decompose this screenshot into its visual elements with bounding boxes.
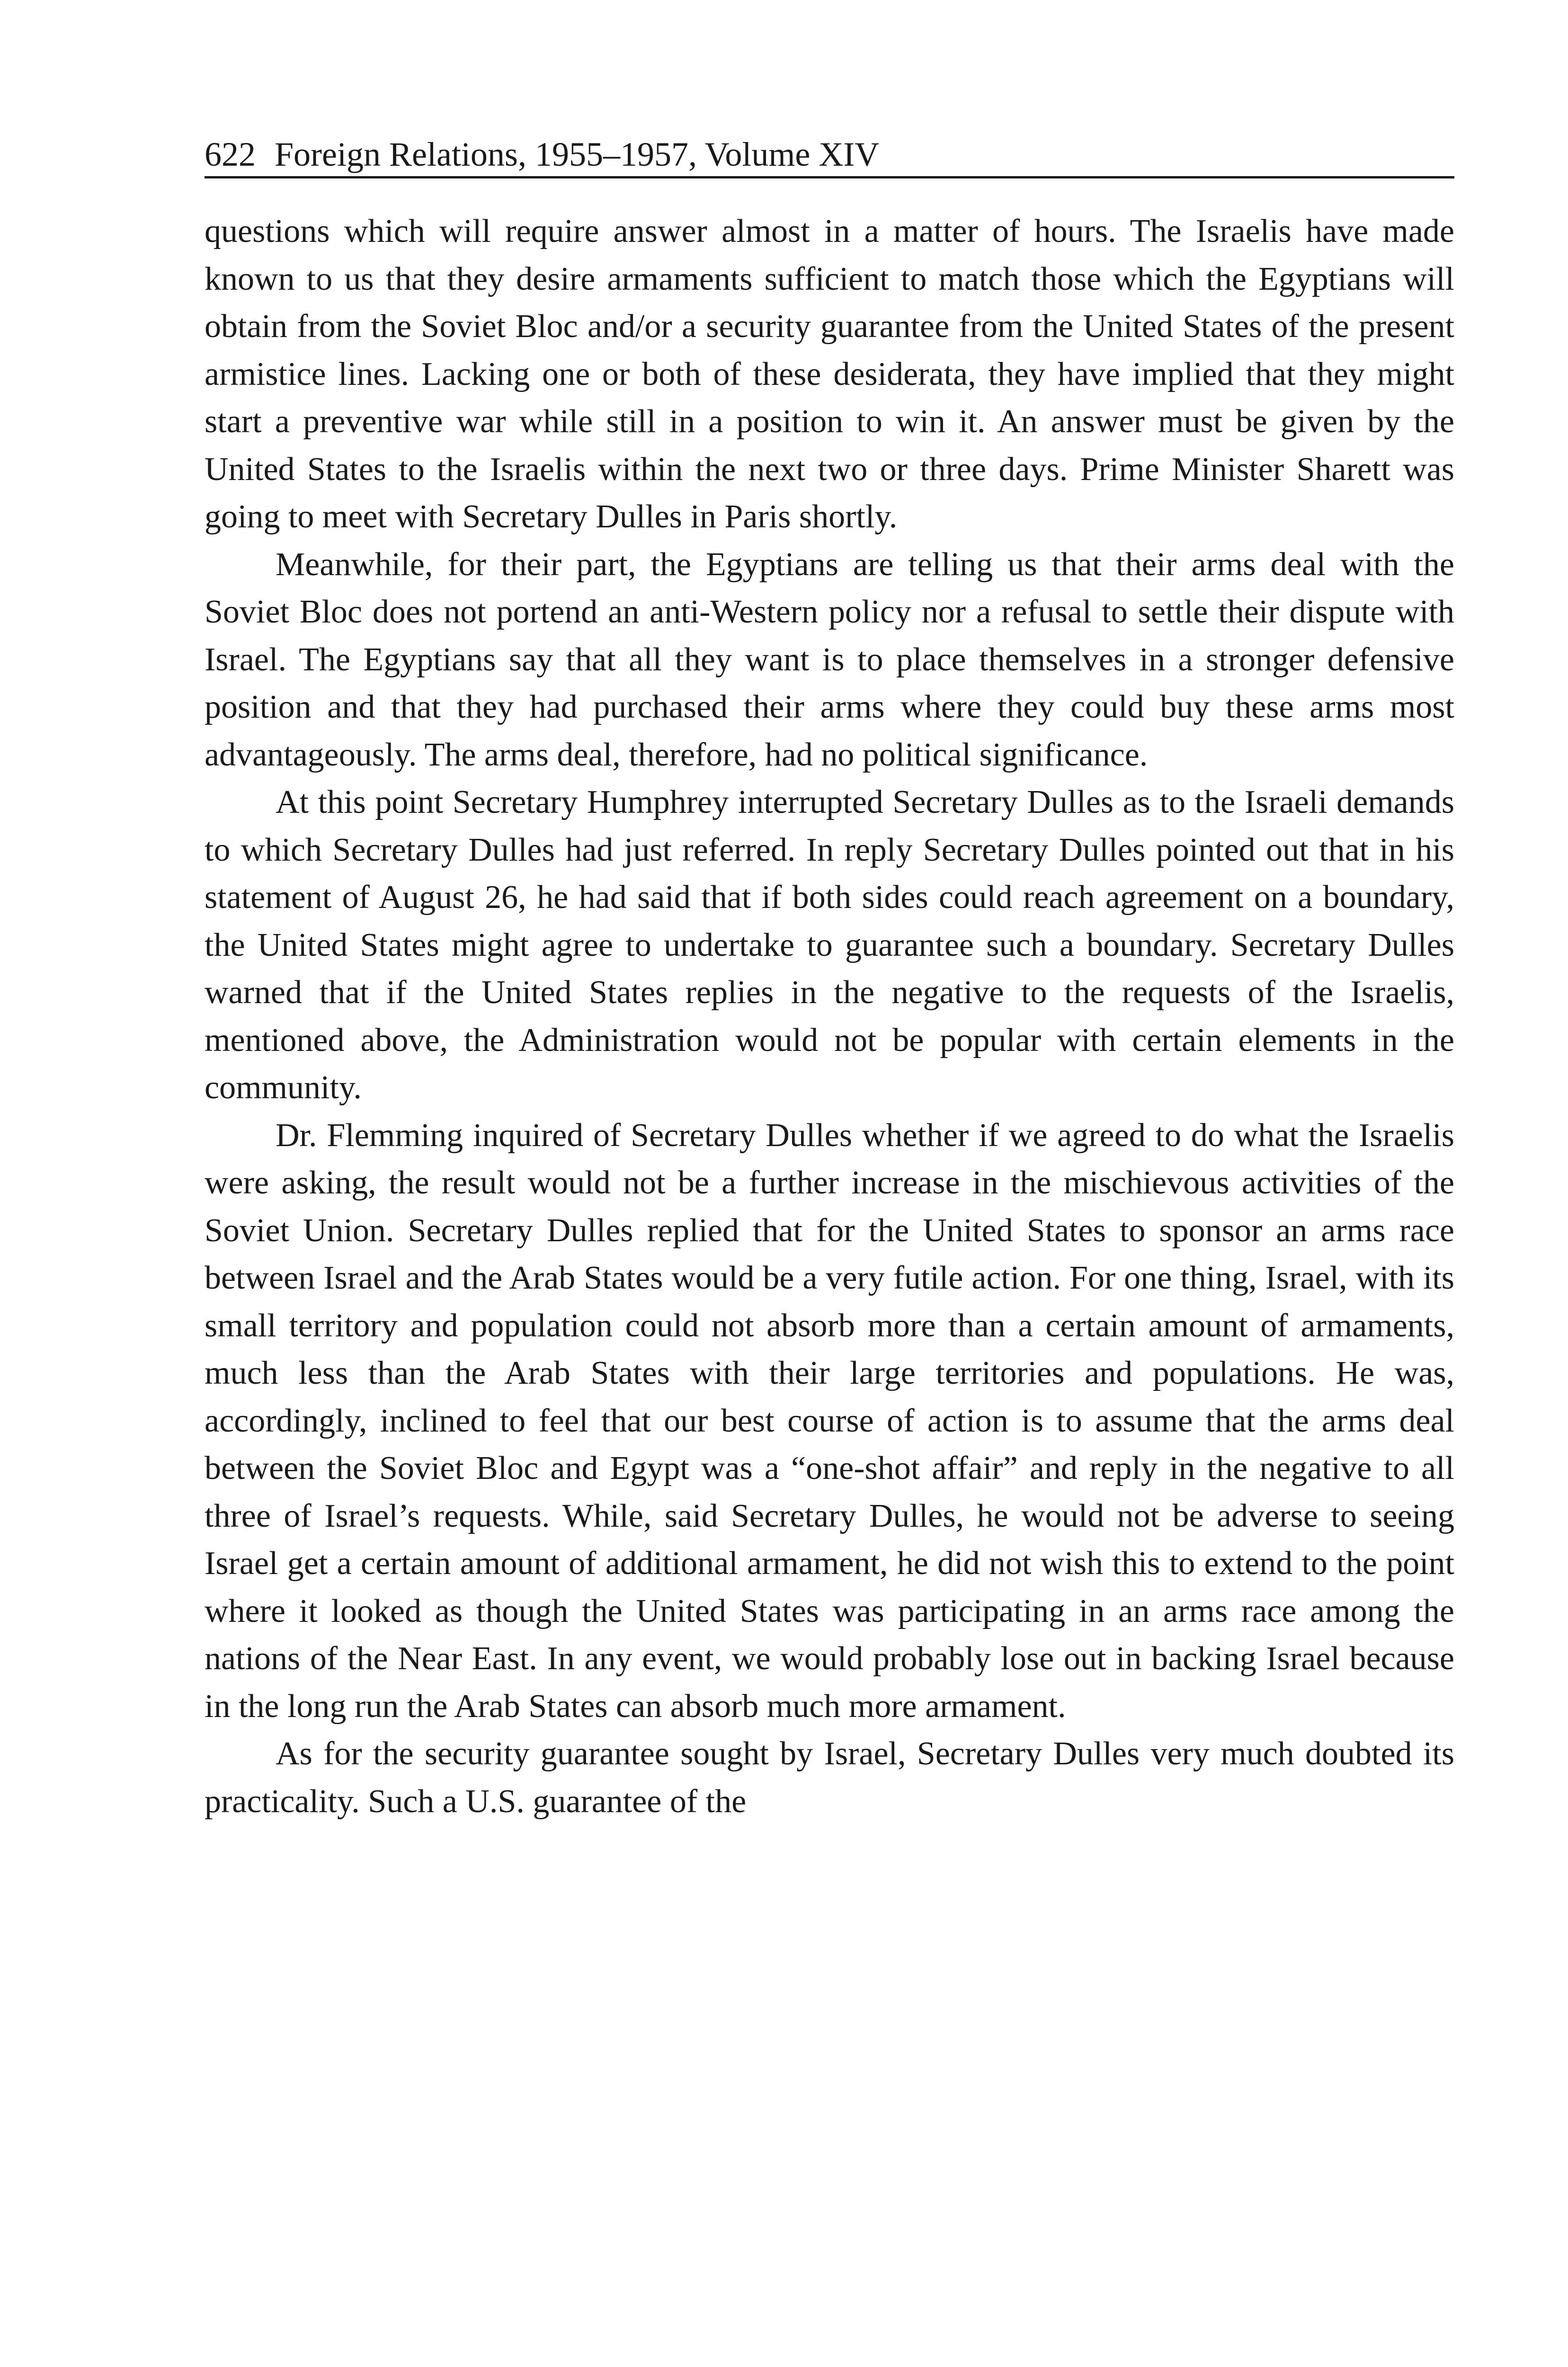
paragraph-3: At this point Secretary Humphrey interrupted Secretary Dulles as to the Israeli demands to which Secretary Dulles had just referred. In reply Secretary Dulles pointed out that in his statement of August 26, he had said that if both sides could reach agreement on a boundary, the United States might agree to undertake to guarantee such a boundary. Secretary Dulles warned that if the United States replies in the negative to the requests of the Israelis, mentioned above, the Administration would not be popular with certain elements in the community. (205, 784, 1454, 1106)
page-number: 622 (205, 135, 256, 173)
paragraph-2: Meanwhile, for their part, the Egyptians are telling us that their arms deal with the Soviet Bloc does not portend an anti-Western policy nor a refusal to settle their dispute with Israel. The Egyptians say that all they want is to place themselves in a stronger defensive position and that they had purchased their arms where they could buy these arms most advantageously. The arms deal, therefore, had no political significance. (205, 546, 1454, 773)
running-title: Foreign Relations, 1955–1957, Volume XIV (275, 135, 880, 173)
body-text (205, 208, 1454, 1825)
paragraph-4: Dr. Flemming inquired of Secretary Dulles whether if we agreed to do what the Israelis were asking, the result would not be a further increase in the mischievous activities of the Soviet Union. Secretary Dulles replied that for the United States to sponsor an arms race between Israel and the Arab States would be a very futile action. For one thing, Israel, with its small territory and population could not absorb more than a certain amount of armaments, much less than the Arab States with their large territories and populations. He was, accordingly, inclined to feel that our best course of action is to assume that the arms deal between the Soviet Bloc and Egypt was a “one-shot affair” and reply in the negative to all three of Israel’s requests. While, said Secretary Dulles, he would not be adverse to seeing Israel get a certain amount of additional armament, he did not wish this to extend to the point where it looked as though the United States was participating in an arms race among the nations of the Near East. In any event, we would probably lose out in backing Israel because in the long run the Arab States can absorb much more armament. (205, 1117, 1454, 1725)
document-page (205, 137, 1454, 1825)
running-head (205, 137, 1454, 178)
paragraph-5: As for the security guarantee sought by Israel, Secretary Dulles very much doubted its practicality. Such a U.S. guarantee of the (205, 1735, 1454, 1820)
paragraph-1: questions which will require answer almost in a matter of hours. The Israelis have made known to us that they desire armaments sufficient to match those which the Egyptians will obtain from the Soviet Bloc and/or a security guarantee from the United States of the present armistice lines. Lacking one or both of these desiderata, they have implied that they might start a preventive war while still in a position to win it. An answer must be given by the United States to the Israelis within the next two or three days. Prime Minister Sharett was going to meet with Secretary Dulles in Paris shortly. (205, 213, 1454, 535)
